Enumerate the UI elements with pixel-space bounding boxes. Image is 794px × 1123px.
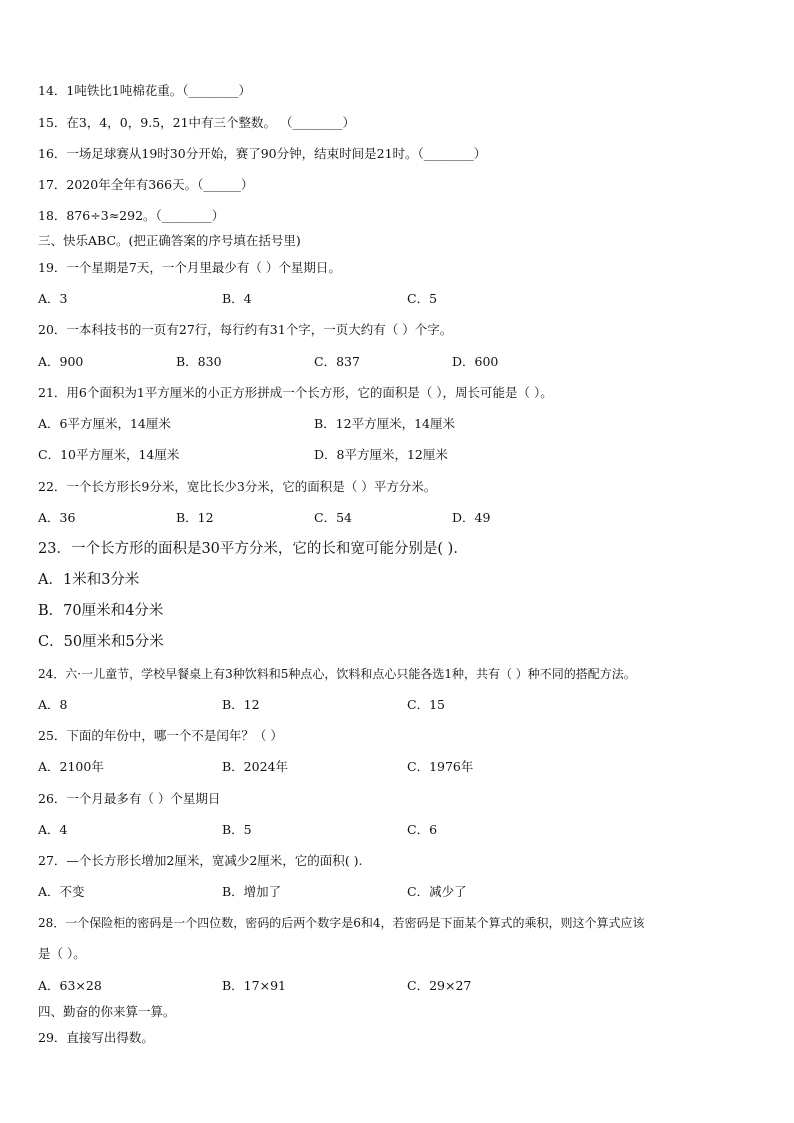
q22-option-b: B．12 (176, 510, 214, 525)
q21-option-d: D．8平方厘米，12厘米 (314, 447, 448, 462)
q23-option-a: A．1米和3分米 (38, 572, 140, 588)
q28-option-b: B．17×91 (222, 978, 286, 993)
q25-option-b: B．2024年 (222, 759, 288, 774)
q24-option-a: A．8 (38, 697, 68, 712)
question-25-stem: 25．下面的年份中，哪一个不是闰年？（ ） (38, 728, 283, 743)
question-22-stem: 22．一个长方形长9分米，宽比长少3分米，它的面积是（ ）平方分米。 (38, 479, 437, 494)
section-3-heading: 三、快乐ABC。(把正确答案的序号填在括号里) (38, 233, 301, 248)
question-15: 15．在3，4，0，9.5，21中有三个整数。 （________） (38, 115, 356, 130)
q22-option-a: A．36 (38, 510, 76, 525)
question-26-stem: 26．一个月最多有（ ）个星期日 (38, 791, 221, 806)
section-4-heading: 四、勤奋的你来算一算。 (38, 1004, 176, 1019)
q20-option-d: D．600 (452, 354, 499, 369)
q19-option-c: C．5 (407, 291, 438, 306)
q27-option-a: A．不变 (38, 884, 85, 899)
q19-option-b: B．4 (222, 291, 252, 306)
q20-option-a: A．900 (38, 354, 84, 369)
question-20-stem: 20．一本科技书的一页有27行，每行约有31个字，一页大约有（ ）个字。 (38, 322, 453, 337)
q25-option-a: A．2100年 (38, 759, 104, 774)
q26-option-c: C．6 (407, 822, 438, 837)
q24-option-c: C．15 (407, 697, 445, 712)
q27-option-c: C．减少了 (407, 884, 467, 899)
q22-option-d: D．49 (452, 510, 491, 525)
q21-option-a: A．6平方厘米，14厘米 (38, 416, 171, 431)
question-27-stem: 27．—个长方形长增加2厘米，宽减少2厘米，它的面积( ). (38, 853, 363, 868)
q28-option-c: C．29×27 (407, 978, 472, 993)
question-16: 16．一场足球赛从19时30分开始，赛了90分钟，结束时间是21时。（________） (38, 146, 487, 161)
question-28-stem-line2: 是（ ）。 (38, 946, 86, 961)
q20-option-b: B．830 (176, 354, 222, 369)
question-21-stem: 21．用6个面积为1平方厘米的小正方形拼成一个长方形，它的面积是（ ），周长可能是（ ）。 (38, 385, 553, 400)
q28-option-a: A．63×28 (38, 978, 102, 993)
question-14: 14．1吨铁比1吨棉花重。（________） (38, 83, 252, 98)
q25-option-c: C．1976年 (407, 759, 474, 774)
q23-option-b: B．70厘米和4分米 (38, 603, 164, 619)
question-17: 17．2020年全年有366天。（______） (38, 177, 254, 192)
q21-option-c: C．10平方厘米，14厘米 (38, 447, 180, 462)
question-19-stem: 19．一个星期是7天，一个月里最少有（ ）个星期日。 (38, 260, 341, 275)
question-18: 18．876÷3≈292。（________） (38, 208, 225, 223)
question-29: 29．直接写出得数。 (38, 1030, 154, 1045)
q23-option-c: C．50厘米和5分米 (38, 634, 164, 650)
question-23-stem: 23．一个长方形的面积是30平方分米，它的长和宽可能分别是( )． (38, 541, 468, 557)
q20-option-c: C．837 (314, 354, 360, 369)
question-24-stem: 24．六·一儿童节，学校早餐桌上有3种饮料和5种点心，饮料和点心只能各选1种，共有（ ）种不同的搭配方法。 (38, 667, 636, 681)
q27-option-b: B．增加了 (222, 884, 282, 899)
q19-option-a: A．3 (38, 291, 68, 306)
q26-option-a: A．4 (38, 822, 68, 837)
question-28-stem-line1: 28．一个保险柜的密码是一个四位数，密码的后两个数字是6和4，若密码是下面某个算式的乘积，则这个算式应该 (38, 916, 645, 930)
q22-option-c: C．54 (314, 510, 352, 525)
q24-option-b: B．12 (222, 697, 260, 712)
q21-option-b: B．12平方厘米，14厘米 (314, 416, 455, 431)
q26-option-b: B．5 (222, 822, 252, 837)
